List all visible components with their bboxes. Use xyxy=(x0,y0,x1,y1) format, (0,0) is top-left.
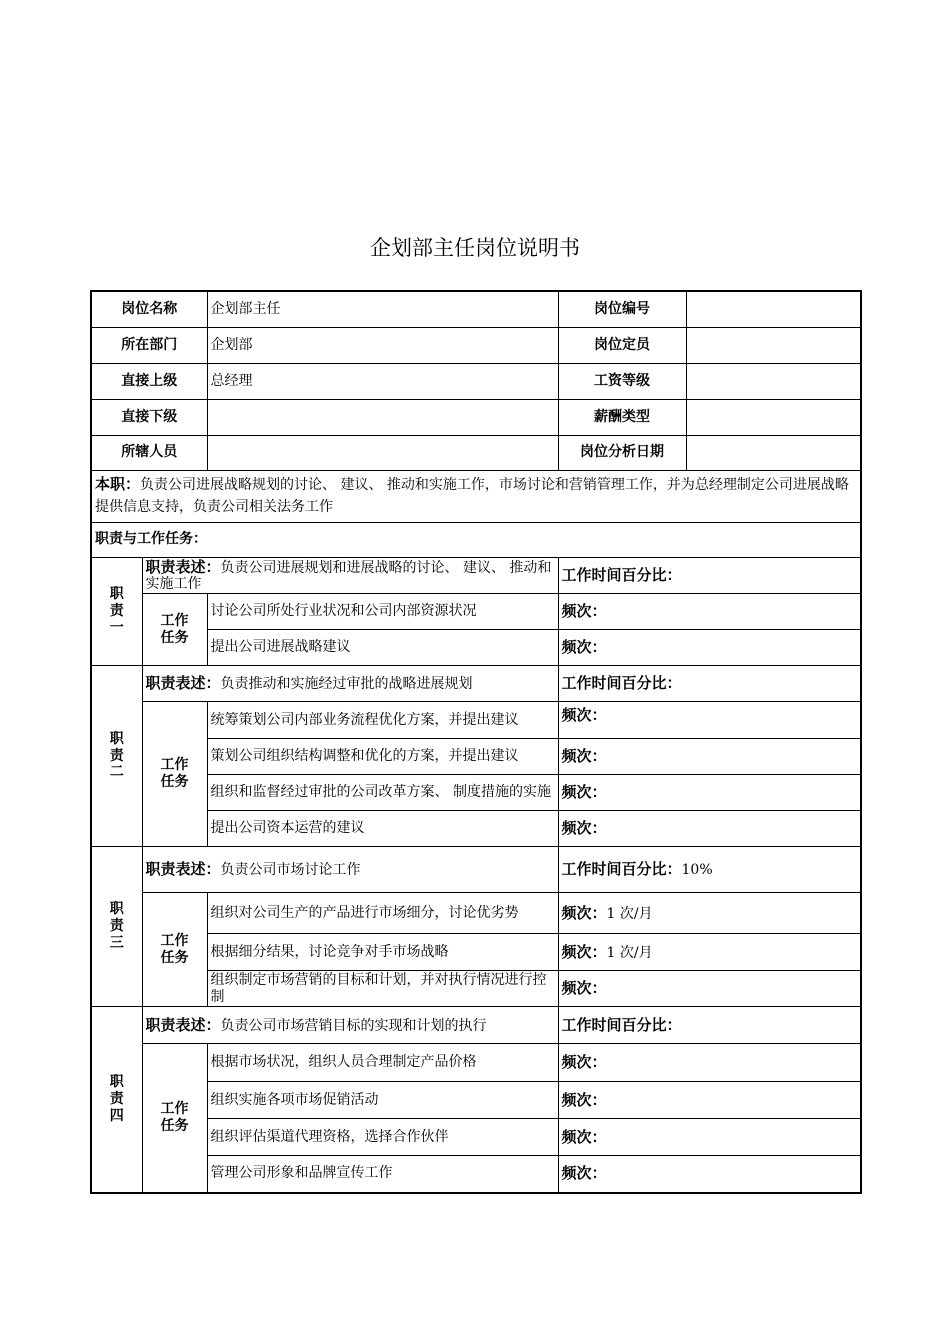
info-value xyxy=(207,435,558,470)
duty-desc: 负责公司进展规划和进展战略的讨论、 建议、 推动和实施工作 xyxy=(145,559,552,593)
duty-desc: 负责公司市场营销目标的实现和计划的执行 xyxy=(220,1017,487,1034)
task-text: 组织和监督经过审批的公司改革方案、 制度措施的实施 xyxy=(207,775,558,811)
desc-label: 职责表述： xyxy=(145,557,221,576)
freq-label: 频次： xyxy=(561,638,607,657)
task-text: 组织制定市场营销的目标和计划，并对执行情况进行控制 xyxy=(207,971,558,1007)
info-row xyxy=(91,363,861,399)
task-row xyxy=(91,739,861,775)
freq-label: 频次： xyxy=(561,783,607,802)
task-label: 工作任务 xyxy=(142,1044,207,1193)
task-text: 统筹策划公司内部业务流程优化方案，并提出建议 xyxy=(207,702,558,739)
duty-summary-row xyxy=(91,470,861,522)
task-row xyxy=(91,971,861,1007)
task-text: 讨论公司所处行业状况和公司内部资源状况 xyxy=(207,594,558,630)
time-label: 工作时间百分比： xyxy=(561,1015,682,1034)
info-label: 所辖人员 xyxy=(91,435,207,470)
section-title-row xyxy=(91,522,861,557)
task-row xyxy=(91,775,861,811)
time-label: 工作时间百分比： xyxy=(561,674,682,693)
task-text: 管理公司形象和品牌宣传工作 xyxy=(207,1156,558,1193)
freq-label: 频次： xyxy=(561,602,607,621)
task-row xyxy=(91,594,861,630)
info-row xyxy=(91,399,861,435)
freq-label: 频次： xyxy=(561,747,607,766)
task-text: 提出公司资本运营的建议 xyxy=(207,811,558,847)
task-row xyxy=(91,702,861,739)
task-row xyxy=(91,1044,861,1082)
info-value: 企划部 xyxy=(207,327,558,363)
task-row xyxy=(91,630,861,666)
info-value xyxy=(686,327,861,363)
freq-label: 频次： xyxy=(561,706,607,725)
freq-label: 频次： xyxy=(561,1053,607,1072)
task-text: 根据细分结果，讨论竞争对手市场战略 xyxy=(207,934,558,971)
task-row xyxy=(91,811,861,847)
section-title: 职责与工作任务： xyxy=(91,522,861,557)
task-text: 组织评估渠道代理资格，选择合作伙伴 xyxy=(207,1119,558,1156)
info-label: 岗位编号 xyxy=(558,291,686,327)
duty-summary-text: 负责公司进展战略规划的讨论、 建议、 推动和实施工作，市场讨论和营销管理工作，并为总经理制定公司进展战略提供信息支持，负责公司相关法务工作 xyxy=(95,477,849,515)
task-text: 策划公司组织结构调整和优化的方案，并提出建议 xyxy=(207,739,558,775)
freq-label: 频次： xyxy=(561,1090,607,1109)
time-label: 工作时间百分比： xyxy=(561,860,682,879)
task-row xyxy=(91,1119,861,1156)
duty-name: 职责三 xyxy=(91,847,142,1007)
info-label: 所在部门 xyxy=(91,327,207,363)
info-label: 岗位名称 xyxy=(91,291,207,327)
task-text: 根据市场状况，组织人员合理制定产品价格 xyxy=(207,1044,558,1082)
info-label: 工资等级 xyxy=(558,363,686,399)
info-label: 岗位定员 xyxy=(558,327,686,363)
freq-label: 频次： xyxy=(561,903,607,922)
info-value xyxy=(686,435,861,470)
duty-desc: 负责推动和实施经过审批的战略进展规划 xyxy=(220,676,473,693)
duty-desc-row xyxy=(91,557,861,594)
info-label: 直接上级 xyxy=(91,363,207,399)
freq-label: 频次： xyxy=(561,819,607,838)
info-label: 岗位分析日期 xyxy=(558,435,686,470)
time-label: 工作时间百分比： xyxy=(561,565,682,584)
job-description-table xyxy=(90,290,862,1194)
info-label: 薪酬类型 xyxy=(558,399,686,435)
task-label: 工作任务 xyxy=(142,893,207,1007)
task-row xyxy=(91,893,861,934)
duty-name: 职责四 xyxy=(91,1007,142,1193)
info-row xyxy=(91,291,861,327)
freq-label: 频次： xyxy=(561,1127,607,1146)
duty-summary-colon: ： xyxy=(125,475,141,494)
info-row xyxy=(91,327,861,363)
freq-label: 频次： xyxy=(561,942,607,961)
task-text: 组织实施各项市场促销活动 xyxy=(207,1082,558,1119)
freq-value: 1 次/月 xyxy=(606,905,653,922)
info-value xyxy=(686,399,861,435)
duty-desc-row xyxy=(91,1007,861,1044)
info-value xyxy=(207,399,558,435)
info-label: 直接下级 xyxy=(91,399,207,435)
task-label: 工作任务 xyxy=(142,702,207,847)
duty-summary-label: 本职 xyxy=(95,475,126,494)
info-value: 企划部主任 xyxy=(207,291,558,327)
duty-name: 职责一 xyxy=(91,557,142,666)
info-row xyxy=(91,435,861,470)
desc-label: 职责表述： xyxy=(145,1015,221,1034)
info-value xyxy=(686,363,861,399)
page-title: 企划部主任岗位说明书 xyxy=(370,236,580,260)
task-label: 工作任务 xyxy=(142,594,207,666)
task-row xyxy=(91,934,861,971)
task-row xyxy=(91,1156,861,1193)
desc-label: 职责表述： xyxy=(145,674,221,693)
time-value: 10% xyxy=(681,862,713,879)
task-row xyxy=(91,1082,861,1119)
duty-name: 职责二 xyxy=(91,666,142,847)
desc-label: 职责表述： xyxy=(145,860,221,879)
freq-value: 1 次/月 xyxy=(606,944,653,961)
task-text: 组织对公司生产的产品进行市场细分，讨论优劣势 xyxy=(207,893,558,934)
freq-label: 频次： xyxy=(561,979,607,998)
freq-label: 频次： xyxy=(561,1164,607,1183)
info-value xyxy=(686,291,861,327)
info-value: 总经理 xyxy=(207,363,558,399)
task-text: 提出公司进展战略建议 xyxy=(207,630,558,666)
duty-desc-row xyxy=(91,847,861,893)
duty-desc-row xyxy=(91,666,861,702)
duty-desc: 负责公司市场讨论工作 xyxy=(220,862,361,879)
